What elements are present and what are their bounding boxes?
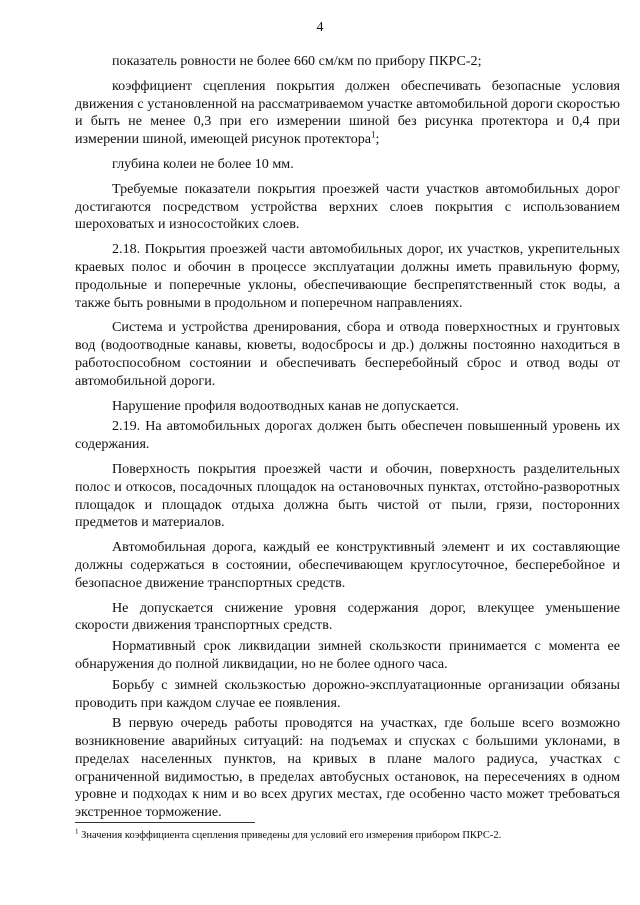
paragraph-section-2-19: 2.19. На автомобильных дорогах должен быть обеспечен повышенный уровень их содержания. [75, 418, 620, 453]
body-text [75, 53, 620, 829]
footnote-divider [75, 822, 255, 823]
footnote [75, 829, 615, 842]
paragraph-speed-reduction: Не допускается снижение уровня содержания дорог, влекущее уменьшение скорости движения транспортных средств. [75, 599, 620, 634]
paragraph-ice-deadline: Нормативный срок ликвидации зимней скользкости принимается с момента ее обнаружения до полной ликвидации, но не более одного часа. [75, 638, 620, 672]
paragraph-rut-depth: глубина колеи не более 10 мм. [112, 155, 294, 172]
paragraph-ditch-profile: Нарушение профиля водоотводных канав не допускается. [112, 397, 460, 414]
paragraph-drainage-system: Система и устройства дренирования, сбора и отвода поверхностных и грунтовых вод (водоотводные канавы, кюветы, водосбросы и др.) должны постоянно находиться в работоспособном состоянии и обеспечивать бесперебойный сброс и отвод воды от автомобильной дороги. [75, 319, 620, 389]
paragraph-ice-control: Борьбу с зимней скользкостью дорожно-эксплуатационные организации обязаны проводить при каждом случае ее появления. [75, 676, 620, 711]
paragraph-coverage-indicators: Требуемые показатели покрытия проезжей части участков автомобильных дорог достигаются посредством устройства верхних слоев покрытия с использованием шероховатых и износостойких слоев. [75, 180, 620, 233]
paragraph-friction-coefficient [75, 78, 620, 149]
paragraph-priority-sections: В первую очередь работы проводятся на участках, где больше всего возможно возникновение аварийных ситуаций: на подъемах и спусках с большими уклонами, в пределах населенных пунктов, на кривых в плане малого радиуса, участках с ограниченной видимостью, в пределах автобусных остановок, на пересечениях в одном уровне и подходах к ним и во всех других местах, где особенно часто может требоваться экстренное торможение. [75, 715, 620, 821]
footnote-ref: 1 [371, 129, 376, 140]
paragraph-text: коэффициент сцепления покрытия должен обеспечивать безопасные условия движения с установленной на рассматриваемом участке автомобильной дороги скоростью и быть не менее 0,3 при его измерении шиной без рисунка протектора и 0,4 при измерении шиной, имеющей рисунок протектора [75, 77, 620, 148]
paragraph-road-maintenance: Автомобильная дорога, каждый ее конструктивный элемент и их составляющие должны содержаться в состоянии, обеспечивающем круглосуточное, бесперебойное и безопасное движение транспортных средств. [75, 539, 620, 591]
paragraph-surface-cleanliness: Поверхность покрытия проезжей части и обочин, поверхность разделительных полос и откосов, посадочных площадок на остановочных пунктах, отстойно-разворотных площадок и площадок отдыха должна быть чистой от пыли, грязи, посторонних предметов и материалов. [75, 460, 620, 531]
footnote-marker: 1 [75, 827, 79, 836]
footnote-text: Значения коэффициента сцепления приведены для условий его измерения прибором ПКРС-2. [81, 830, 502, 841]
paragraph-evenness: показатель ровности не более 660 см/км по прибору ПКРС-2; [112, 53, 482, 69]
paragraph-section-2-18: 2.18. Покрытия проезжей части автомобильных дорог, их участков, укрепительных краевых полос и обочин в процессе эксплуатации должны иметь правильную форму, продольные и поперечные уклоны, обеспечивающие беспрепятственный сток воды, а также быть ровными в продольном и поперечном направлениях. [75, 241, 620, 311]
page-number: 4 [316, 20, 324, 35]
paragraph-tail: ; [375, 131, 380, 148]
